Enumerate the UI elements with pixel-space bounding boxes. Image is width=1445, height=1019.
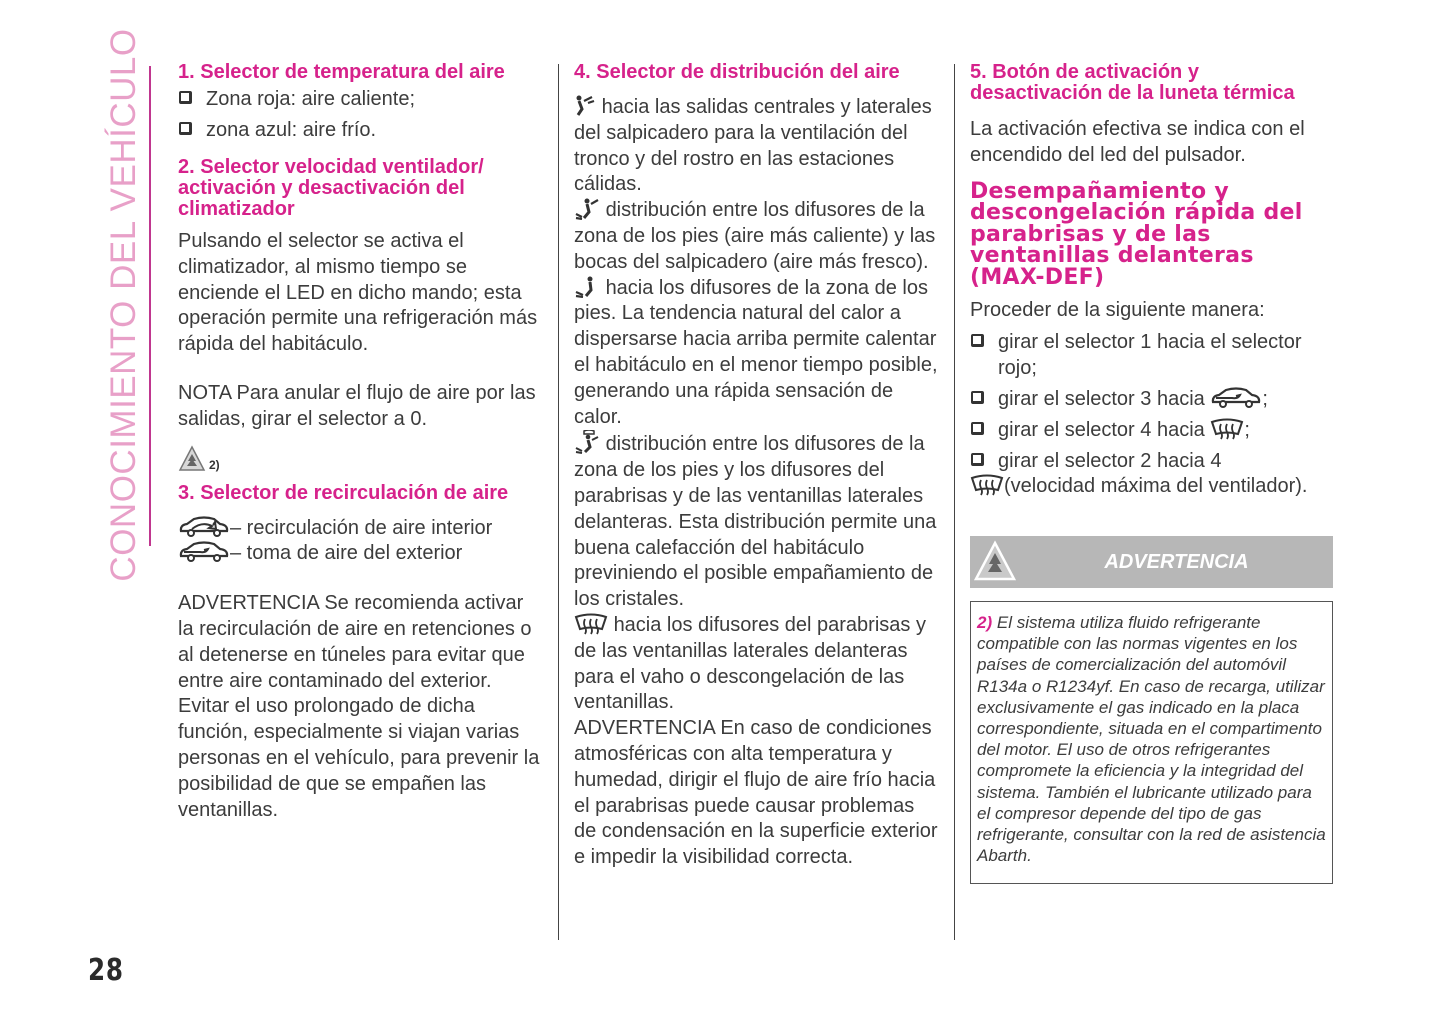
checkbox-bullet-icon [179,91,192,104]
heading-rear-defrost-button: 5. Botón de activación y desactivación de la luneta térmica [970,61,1295,104]
warning-reference-number: 2) [209,457,220,472]
heading-temperature-selector: 1. Selector de temperatura del aire [178,61,505,83]
page-number: 28 [88,953,124,988]
paragraph-note: NOTA Para anular el flujo de aire por las salidas, girar el selector a 0. [178,381,536,430]
column-2 [574,62,940,871]
checkbox-bullet-icon [971,453,984,466]
warning-text: El sistema utiliza fluido refrigerante compatible con las normas vigentes en los países de comercialización del automóvil R134a o R1234yf. En caso de recarga, utilizar exclusivamente el gas indicado en la placa correspondiente, situada en el compartimento del motor. El uso de otros refrigerantes compromete la eficiencia y la integridad del sistema. También el lubricante utilizado para el compresor depende del tipo de gas refrigerante, consultar con la red de asistencia Abarth. [977,613,1326,866]
car-fresh-air-icon [178,541,230,563]
warning-number: 2) [977,613,993,632]
checkbox-bullet-icon [971,334,984,347]
car-recirculation-icon [178,516,230,538]
air-feet-face-icon [574,198,600,220]
heading-max-def: Desempañamiento y descongelación rápida del parabrisas y de las ventanillas delanteras (MAX-DEF) [970,178,1303,290]
warning-triangle-icon [178,445,206,473]
heading-recirculation-selector: 3. Selector de recirculación de aire [178,481,509,504]
warning-triangle-icon [972,539,1018,585]
step-selector-3: girar el selector 3 hacia ; [970,386,1336,412]
checkbox-bullet-icon [971,422,984,435]
step-selector-2: girar el selector 2 hacia 4 [970,448,1336,474]
column-divider-2 [954,64,955,940]
checkbox-bullet-icon [179,122,192,135]
windshield-defrost-icon [970,474,1004,496]
paragraph-condensation-warning: ADVERTENCIA En caso de condiciones atmosféricas con alta temperatura y humedad, dirigir el flujo de aire frío hacia el parabrisas puede causar problemas de condensación en la superficie exterior e impedir la visibilidad correcta. [574,717,938,869]
paragraph-procedure-intro: Proceder de la siguiente manera: [970,299,1265,322]
column-divider-1 [558,64,559,940]
distribution-feet-windshield: distribución entre los difusores de la zona de los pies y los difusores del parabrisas y de las ventanillas laterales delanteras. Esta distribución permite una buena calefacción del habitáculo previniendo el posible empañamiento de los cristales. [574,430,940,613]
column-1 [178,62,544,823]
column-3 [970,62,1336,500]
paragraph-fan-selector: Pulsando el selector se activa el climatizador, al mismo tiempo se enciende el LED en dicho mando; esta operación permite una refrigeración más rápida del habitáculo. [178,230,538,356]
bullet-blue-zone: zona azul: aire frío. [178,117,544,143]
step-selector-4: girar el selector 4 hacia ; [970,417,1336,443]
warning-header [970,536,1333,588]
air-feet-icon [574,276,600,298]
heading-fan-speed-selector: 2. Selector velocidad ventilador/ activación y desactivación del climatizador [178,156,484,220]
air-feet-defrost-icon [574,430,600,454]
distribution-feet: hacia los difusores de la zona de los pies. La tendencia natural del calor a dispersarse hacia arriba permite calentar el habitáculo en el menor tiempo posible, generando una rápida sensación de calor. [574,276,938,428]
warning-title: ADVERTENCIA [1104,551,1249,573]
side-section-title-text: CONOCIMIENTO DEL VEHÍCULO [104,28,143,582]
distribution-feet-face: distribución entre los difusores de la zona de los pies (aire más caliente) y las bocas del salpicadero (aire más fresco). [574,199,936,273]
side-section-title [104,28,144,582]
distribution-windshield: hacia los difusores del parabrisas y de las ventanillas laterales delanteras para el vaho o descongelación de las ventanillas. [574,613,926,714]
side-accent-rule [149,66,151,546]
checkbox-bullet-icon [971,391,984,404]
recirculation-list [178,516,544,568]
warning-reference [178,441,544,481]
step-selector-2-continued: (velocidad máxima del ventilador). [970,474,1336,500]
paragraph-led-indicator: La activación efectiva se indica con el encendido del led del pulsador. [970,118,1305,166]
warning-box [970,601,1333,884]
windshield-defrost-icon [1210,418,1244,440]
windshield-defrost-icon [574,613,608,635]
step-selector-1: girar el selector 1 hacia el selector rojo; [970,329,1336,381]
air-face-icon [574,95,596,117]
paragraph-recirculation-warning: ADVERTENCIA Se recomienda activar la recirculación de aire en retenciones o al detenerse en túneles para evitar que entre aire contaminado del exterior. Evitar el uso prolongado de dicha función, especialmente si viajan varias personas en el vehículo, para prevenir la posibilidad de que se empañen las ventanillas. [178,592,540,821]
recirculation-exterior: – toma de aire del exterior [178,541,544,567]
heading-air-distribution-selector: 4. Selector de distribución del aire [574,61,900,83]
car-fresh-air-icon [1210,387,1262,409]
bullet-red-zone: Zona roja: aire caliente; [178,86,544,112]
distribution-face: hacia las salidas centrales y laterales del salpicadero para la ventilación del tronco y del rostro en las estaciones cálidas. [574,96,932,196]
recirculation-interior: – recirculación de aire interior [178,516,544,542]
